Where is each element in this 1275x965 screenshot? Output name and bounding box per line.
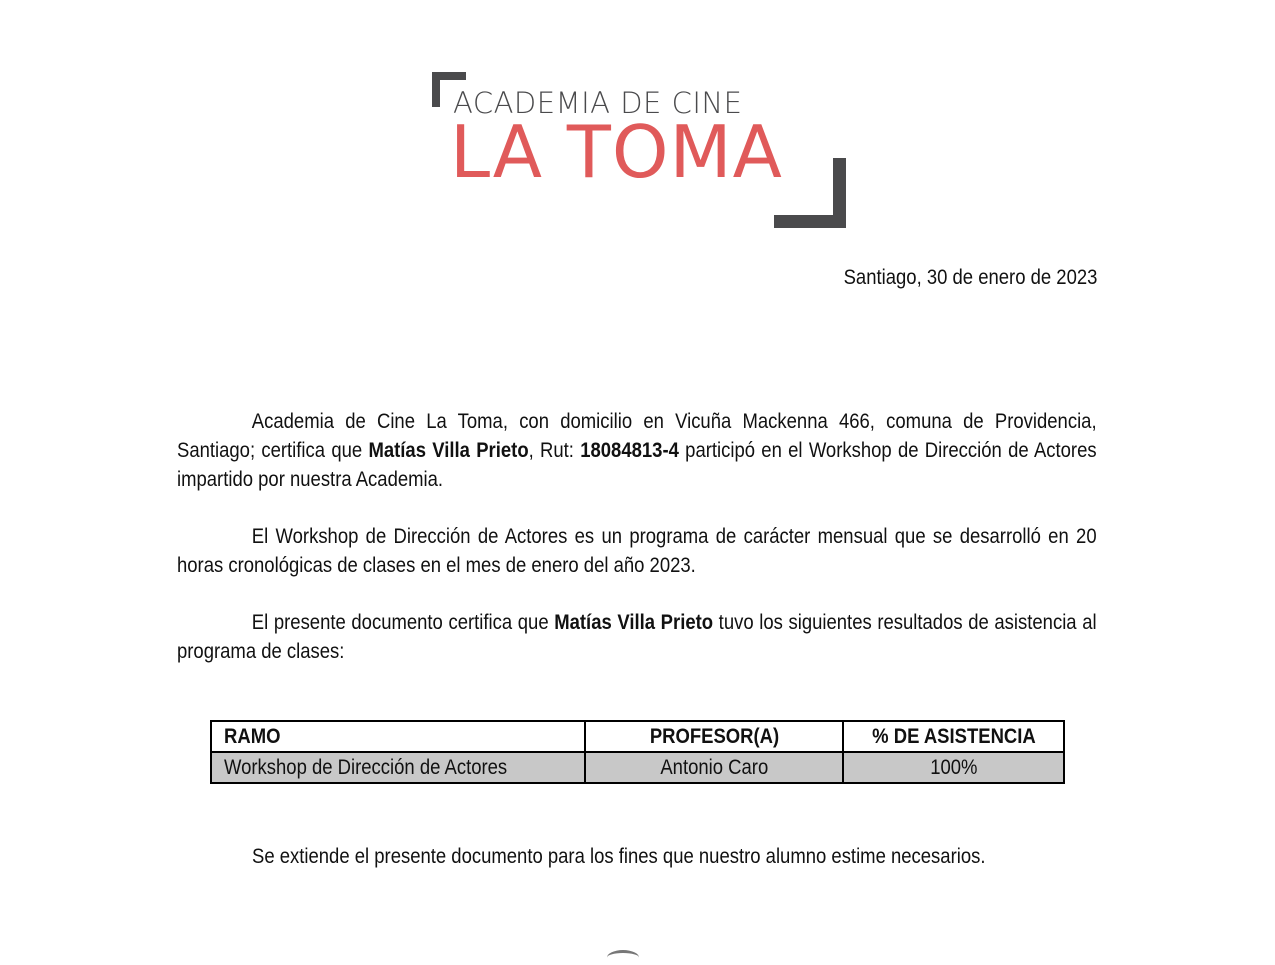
cell-asistencia <box>843 752 1064 783</box>
header-asistencia <box>843 721 1064 752</box>
header-ramo-label: RAMO <box>224 724 281 748</box>
closing-statement: Se extiende el presente documento para los fines que nuestro alumno estime necesarios. <box>252 845 986 868</box>
header-profesor-label: PROFESOR(A) <box>649 724 779 748</box>
paragraph-certification <box>177 407 1097 494</box>
paragraph-attendance-intro <box>177 608 1097 666</box>
paragraph-3-text-a: El presente documento certifica que <box>251 611 555 634</box>
logo-text-academia: ACADEMIA DE CINE <box>453 86 743 120</box>
logo-bracket-top-left-vertical <box>432 72 440 107</box>
table-row <box>211 752 1064 783</box>
logo-bracket-bottom-right-vertical <box>833 158 846 228</box>
cell-asistencia-value: 100% <box>929 755 978 779</box>
paragraph-workshop-description: El Workshop de Dirección de Actores es un programa de carácter mensual que se desarrolló en 20 horas cronológicas de clases en el mes de enero del año 2023. <box>177 525 1097 577</box>
table-header-row <box>211 721 1064 752</box>
cell-ramo <box>211 752 585 783</box>
attendance-table <box>210 720 1065 784</box>
paragraph-3-text-b: tuvo los siguientes resultados de asistencia al programa de clases: <box>177 611 1097 663</box>
header-profesor <box>585 721 843 752</box>
student-name-2: Matías Villa Prieto <box>554 611 714 634</box>
student-name: Matías Villa Prieto <box>368 439 529 462</box>
header-ramo <box>211 721 585 752</box>
header-asistencia-label: % DE ASISTENCIA <box>871 724 1036 748</box>
document-date: Santiago, 30 de enero de 2023 <box>843 266 1097 289</box>
academy-logo <box>432 72 846 228</box>
cell-profesor <box>585 752 843 783</box>
cell-ramo-value: Workshop de Dirección de Actores <box>224 755 508 779</box>
paragraph-1-text-b: , Rut: <box>528 439 581 462</box>
paragraph-1-text-a: Academia de Cine La Toma, con domicilio en Vicuña Mackenna 466, comuna de Providencia, Santiago; certifica que <box>177 410 1097 462</box>
cell-profesor-value: Antonio Caro <box>660 755 768 779</box>
signature-mark-partial <box>607 950 639 965</box>
student-rut: 18084813-4 <box>580 439 679 462</box>
logo-text-la-toma: LA TOMA <box>450 110 783 194</box>
paragraph-1-text-c: participó en el Workshop de Dirección de Actores impartido por nuestra Academia. <box>177 439 1097 491</box>
